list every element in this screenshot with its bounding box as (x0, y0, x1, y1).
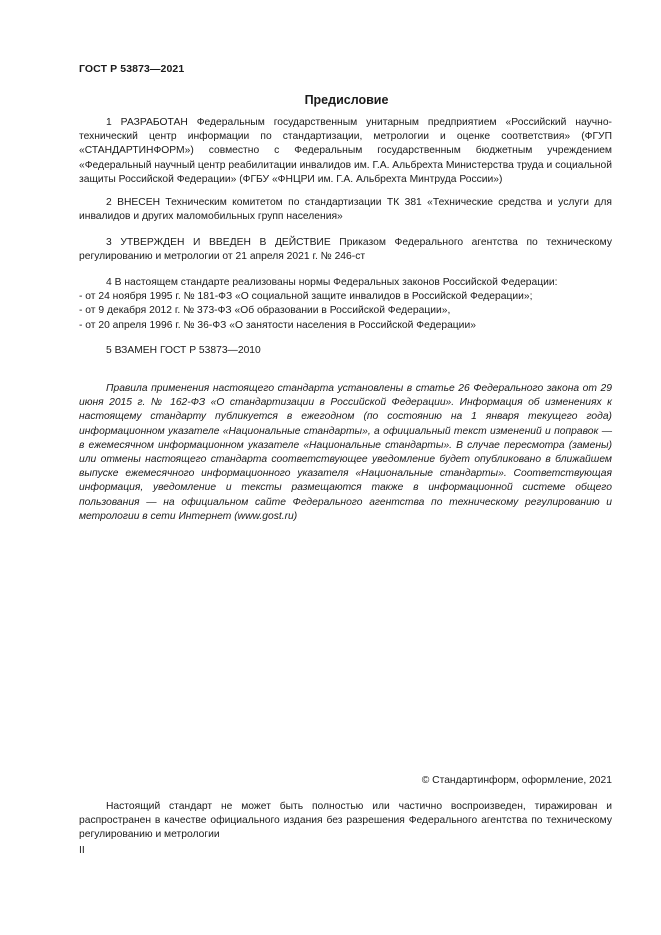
page-number: II (79, 845, 85, 856)
foreword-item-3 (79, 236, 612, 264)
copyright-line: © Стандартинформ, оформление, 2021 (421, 775, 612, 786)
reproduction-notice: Настоящий стандарт не может быть полностью или частично воспроизведен, тиражирован и распространен в качестве официального издания без разрешения Федерального агентства по техническому регулированию и метрологии (79, 801, 612, 841)
law-list-item: - от 20 апреля 1996 г. № 36-ФЗ «О занятости населения в Российской Федерации» (79, 319, 476, 331)
law-list-item: - от 24 ноября 1995 г. № 181-ФЗ «О социальной защите инвалидов в Российской Федерации»; (79, 291, 533, 303)
approved-paragraph: 3 УТВЕРЖДЕН И ВВЕДЕН В ДЕЙСТВИЕ Приказом Федерального агентства по техническому регулированию и метрологии от 21 апреля 2021 г. № 246-ст (79, 237, 612, 263)
foreword-title: Предисловие (304, 93, 389, 107)
law-list-item: - от 9 декабря 2012 г. № 373-ФЗ «Об образовании в Российской Федерации», (79, 305, 451, 317)
foreword-item-4 (79, 276, 612, 333)
foreword-item-1 (79, 116, 612, 187)
document-code: ГОСТ Р 53873—2021 (79, 63, 185, 75)
developer-paragraph: 1 РАЗРАБОТАН Федеральным государственным унитарным предприятием «Российский научно-технический центр информации по стандартизации, метрологии и оценке соответствия» (ФГУП «СТАНДАРТИНФОРМ») совместно с Федеральным государственным бюджетным учреждением «Федеральный научный центр реабилитации инвалидов им. Г.А. Альбрехта Министерства труда и социальной защиты Российской Федерации» (ФГБУ «ФНЦРИ им. Г.А. Альбрехта Минтруда России») (79, 117, 612, 185)
foreword-item-2 (79, 196, 612, 224)
laws-intro: 4 В настоящем стандарте реализованы нормы Федеральных законов Российской Федерации: (106, 277, 558, 288)
application-rules-notice: Правила применения настоящего стандарта установлены в статье 26 Федерального закона от 29 июня 2015 г. № 162-ФЗ «О стандартизации в Российской Федерации». Информация об изменениях к настоящему стандарту публикуется в ежегодном (по состоянию на 1 января текущего года) информационном указателе «Национальные стандарты», а официальный текст изменений и поправок — в ежемесячном информационном указателе «Национальные стандарты». В случае пересмотра (замены) или отмены настоящего стандарта соответствующее уведомление будет опубликовано в ближайшем выпуске ежемесячного информационного указателя «Национальные стандарты». Соответствующая информация, уведомление и тексты размещаются также в информационной системе общего пользования — на официальном сайте Федерального агентства по техническому регулированию и метрологии в сети Интернет (www.gost.ru) (79, 383, 612, 522)
replaces-paragraph: 5 ВЗАМЕН ГОСТ Р 53873—2010 (106, 345, 261, 356)
section-heading (0, 93, 661, 107)
foreword-item-5 (79, 344, 612, 358)
submitted-paragraph: 2 ВНЕСЕН Техническим комитетом по стандартизации ТК 381 «Технические средства и услуги для инвалидов и других маломобильных групп населения» (79, 197, 612, 223)
